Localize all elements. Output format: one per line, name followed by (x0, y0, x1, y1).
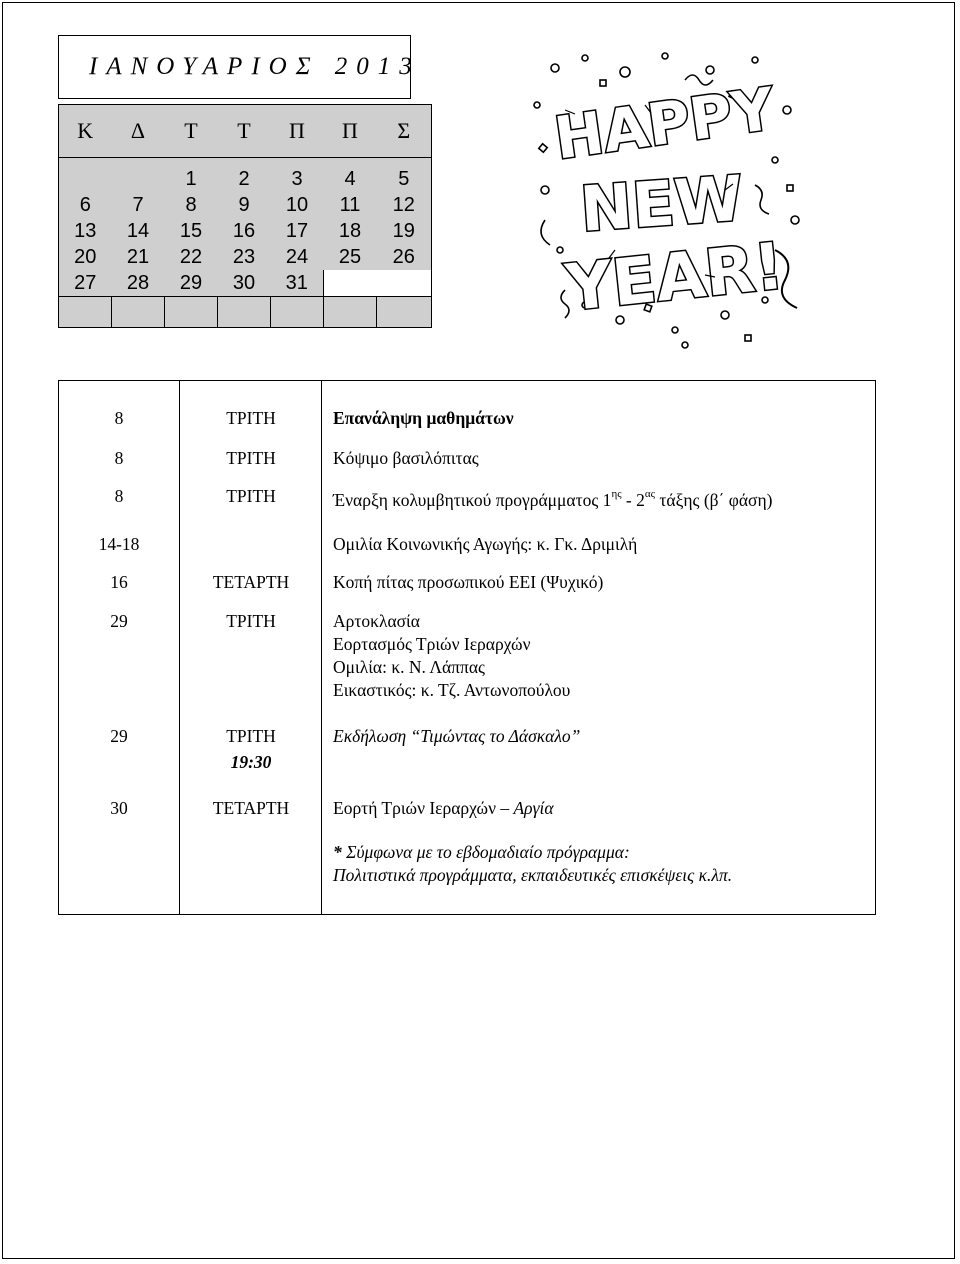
event-weekday: ΤΡΙΤΗ (226, 448, 276, 468)
calendar-day: 27 (59, 270, 112, 297)
note-line: Πολιτιστικά προγράμματα, εκπαιδευτικές επισκέψεις κ.λπ. (333, 865, 733, 885)
calendar-week (59, 218, 432, 244)
weekday-header: Π (271, 105, 324, 158)
calendar-day: 24 (271, 244, 324, 270)
event-day: 30 (110, 798, 128, 818)
month-title: ΙΑΝΟΥΑΡΙΟΣ 2013 (58, 35, 411, 99)
calendar-day: 2 (218, 166, 271, 192)
event-description: Κόψιμο βασιλόπιτας (333, 448, 479, 468)
event-description: Κοπή πίτας προσωπικού ΕΕΙ (Ψυχικό) (333, 572, 604, 592)
event-text: τάξης (β΄ φάση) (655, 489, 773, 510)
calendar-day: 25 (324, 244, 377, 270)
calendar-week (59, 166, 432, 192)
calendar-day: 5 (377, 166, 432, 192)
calendar-day: 26 (377, 244, 432, 270)
weekday-header: Π (324, 105, 377, 158)
calendar-week (59, 192, 432, 218)
calendar-day: 9 (218, 192, 271, 218)
calendar-day: 13 (59, 218, 112, 244)
weekday-header: Τ (165, 105, 218, 158)
calendar-day (112, 166, 165, 192)
calendar-grid (58, 104, 432, 328)
calendar-day (59, 166, 112, 192)
event-description-line: Εικαστικός: κ. Τζ. Αντωνοπούλου (333, 680, 571, 700)
event-day: 8 (114, 486, 124, 506)
calendar-day: 29 (165, 270, 218, 297)
events-table (58, 380, 876, 915)
calendar-day: 20 (59, 244, 112, 270)
event-description (333, 797, 554, 820)
calendar-day: 12 (377, 192, 432, 218)
event-description: Επανάληψη μαθημάτων (333, 408, 514, 428)
event-weekday: ΤΕΤΑΡΤΗ (212, 572, 290, 592)
calendar-day: 14 (112, 218, 165, 244)
event-day: 29 (110, 726, 128, 746)
calendar-day: 11 (324, 192, 377, 218)
event-description (333, 485, 772, 512)
calendar-day: 19 (377, 218, 432, 244)
event-weekday: ΤΡΙΤΗ (226, 726, 276, 746)
calendar-day: 28 (112, 270, 165, 297)
calendar-day: 15 (165, 218, 218, 244)
event-description: Ομιλία Κοινωνικής Αγωγής: κ. Γκ. Δριμιλή (333, 534, 638, 554)
event-day: 8 (114, 448, 124, 468)
weekday-header: Κ (59, 105, 112, 158)
calendar-day: 16 (218, 218, 271, 244)
calendar-day: 3 (271, 166, 324, 192)
calendar-day: 4 (324, 166, 377, 192)
svg-text:HAPPY: HAPPY (550, 74, 779, 173)
column-divider (321, 381, 322, 914)
weekday-header-row (59, 105, 432, 158)
calendar-day (324, 270, 377, 297)
ordinal-suffix: ης (611, 488, 622, 500)
event-day: 8 (114, 408, 124, 428)
note-line: * Σύμφωνα με το εβδομαδιαίο πρόγραμμα: (333, 842, 630, 862)
event-weekday: ΤΡΙΤΗ (226, 486, 276, 506)
event-description-line: Εορτασμός Τριών Ιεραρχών (333, 634, 531, 654)
ordinal-suffix: ας (644, 488, 655, 500)
calendar-day: 31 (271, 270, 324, 297)
event-text: - 2 (621, 489, 645, 510)
event-day: 14-18 (98, 534, 140, 554)
calendar-day: 30 (218, 270, 271, 297)
calendar-day: 6 (59, 192, 112, 218)
calendar-day: 21 (112, 244, 165, 270)
event-weekday: ΤΡΙΤΗ (226, 408, 276, 428)
calendar-week (59, 270, 432, 297)
event-day: 29 (110, 611, 128, 631)
event-weekday: ΤΕΤΑΡΤΗ (212, 798, 290, 818)
event-weekday: ΤΡΙΤΗ (226, 611, 276, 631)
event-description: Εκδήλωση “Τιμώντας το Δάσκαλο” (333, 726, 581, 746)
svg-text:NEW: NEW (577, 161, 746, 246)
calendar-day: 7 (112, 192, 165, 218)
event-time: 19:30 (230, 752, 272, 772)
calendar-day: 8 (165, 192, 218, 218)
event-text: Αργία (513, 798, 554, 818)
calendar-day: 17 (271, 218, 324, 244)
happy-new-year-illustration (525, 50, 810, 355)
event-description-line: Ομιλία: κ. Ν. Λάππας (333, 657, 485, 677)
calendar-week (59, 244, 432, 270)
svg-text:YEAR!: YEAR! (562, 229, 788, 327)
calendar-day: 10 (271, 192, 324, 218)
column-divider (179, 381, 180, 914)
event-description-line: Αρτοκλασία (333, 611, 420, 631)
weekday-header: Δ (112, 105, 165, 158)
weekday-header: Τ (218, 105, 271, 158)
weekday-header: Σ (377, 105, 432, 158)
calendar-day (377, 270, 432, 297)
calendar-day: 23 (218, 244, 271, 270)
calendar-day: 1 (165, 166, 218, 192)
note-text: Σύμφωνα με το εβδομαδιαίο πρόγραμμα: (346, 842, 630, 862)
event-day: 16 (110, 572, 128, 592)
calendar-day: 18 (324, 218, 377, 244)
event-text: Εορτή Τριών Ιεραρχών – (333, 798, 514, 818)
calendar-day: 22 (165, 244, 218, 270)
event-text: Έναρξη κολυμβητικού προγράμματος 1 (333, 489, 612, 510)
